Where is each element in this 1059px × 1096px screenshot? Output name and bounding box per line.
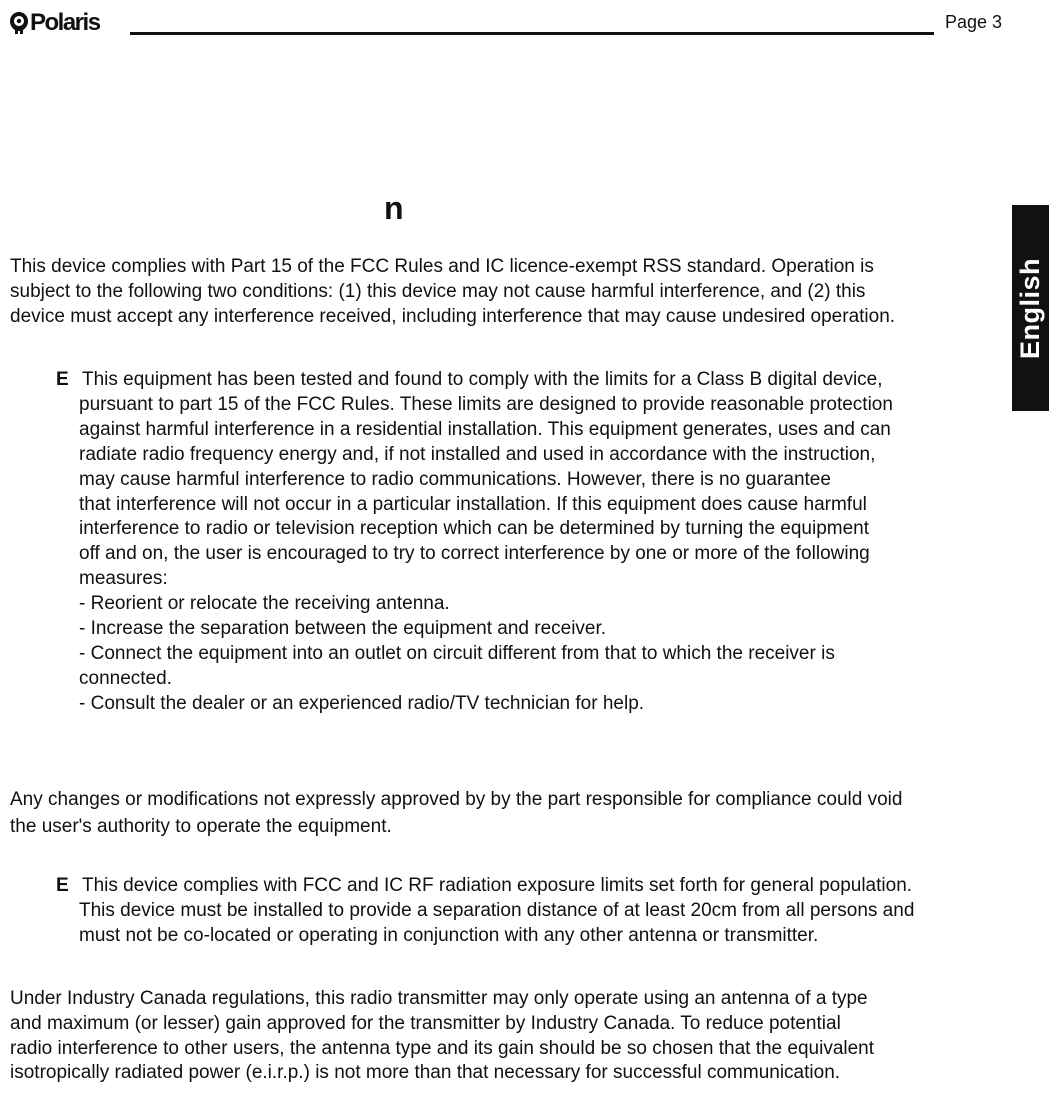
note-line: - Increase the separation between the equipment and receiver. [79,618,607,640]
note-line: connected. [79,667,172,689]
note-line: This device must be installed to provide a separation distance of at least 20cm from all persons and [79,899,915,921]
note-text [79,368,986,717]
note-marker: E [56,369,69,390]
note-line: interference to radio or television reception which can be determined by turning the equipment [79,518,870,540]
note-line: - Reorient or relocate the receiving antenna. [79,593,450,615]
note-line: may cause harmful interference to radio communications. However, there is no guarantee [79,468,831,490]
language-tab-label: English [1015,257,1046,359]
polaris-logo-icon [8,10,30,36]
note-line: off and on, the user is encouraged to try to correct interference by one or more of the following [79,543,870,565]
page-number: Page 3 [945,12,1003,32]
paragraph-line: radio interference to other users, the antenna type and its gain should be so chosen that the equivalent [10,1037,875,1059]
paragraph-line: subject to the following two conditions: (1) this device may not cause harmful interference, and (2) this [10,280,866,302]
note-text [79,874,1006,949]
paragraph-line: Any changes or modifications not expressly approved by by the part responsible for compliance could void [10,789,903,810]
fcc-compliance-paragraph [10,255,1000,329]
rf-exposure-note [56,874,1006,949]
language-tab [1012,205,1049,411]
note-line: radiate radio frequency energy and, if not installed and used in accordance with the instruction, [79,443,876,465]
page-header [8,6,1008,40]
note-line: against harmful interference in a residential installation. This equipment generates, uses and can [79,418,891,440]
header-rule [130,32,934,35]
paragraph-line: and maximum (or lesser) gain approved for the transmitter by Industry Canada. To reduce potential [10,1012,841,1034]
note-line: This device complies with FCC and IC RF radiation exposure limits set forth for general population. [82,875,913,896]
note-line: pursuant to part 15 of the FCC Rules. These limits are designed to provide reasonable protection [79,393,893,415]
note-line: This equipment has been tested and found to comply with the limits for a Class B digital device, [82,369,883,390]
paragraph-line: isotropically radiated power (e.i.r.p.) is not more than that necessary for successful communication. [10,1062,841,1084]
brand-name: Polaris [30,9,100,36]
note-line: that interference will not occur in a particular installation. If this equipment does cause harmful [79,493,867,515]
note-line: - Consult the dealer or an experienced radio/TV technician for help. [79,692,645,714]
class-b-note [56,368,986,717]
paragraph-line: This device complies with Part 15 of the FCC Rules and IC licence-exempt RSS standard. Operation is [10,256,874,277]
note-line: - Connect the equipment into an outlet on circuit different from that to which the receiver is [79,642,835,664]
modifications-paragraph [10,787,1010,840]
industry-canada-paragraph [10,987,1000,1086]
paragraph-line: Under Industry Canada regulations, this radio transmitter may only operate using an antenna of a type [10,988,868,1009]
note-marker: E [56,875,69,896]
note-line: measures: [79,568,168,590]
brand-logo [8,10,100,36]
paragraph-line: the user's authority to operate the equipment. [10,815,392,837]
section-heading: n [384,190,404,226]
paragraph-line: device must accept any interference received, including interference that may cause undesired operation. [10,305,896,327]
note-line: must not be co-located or operating in conjunction with any other antenna or transmitter. [79,924,819,946]
